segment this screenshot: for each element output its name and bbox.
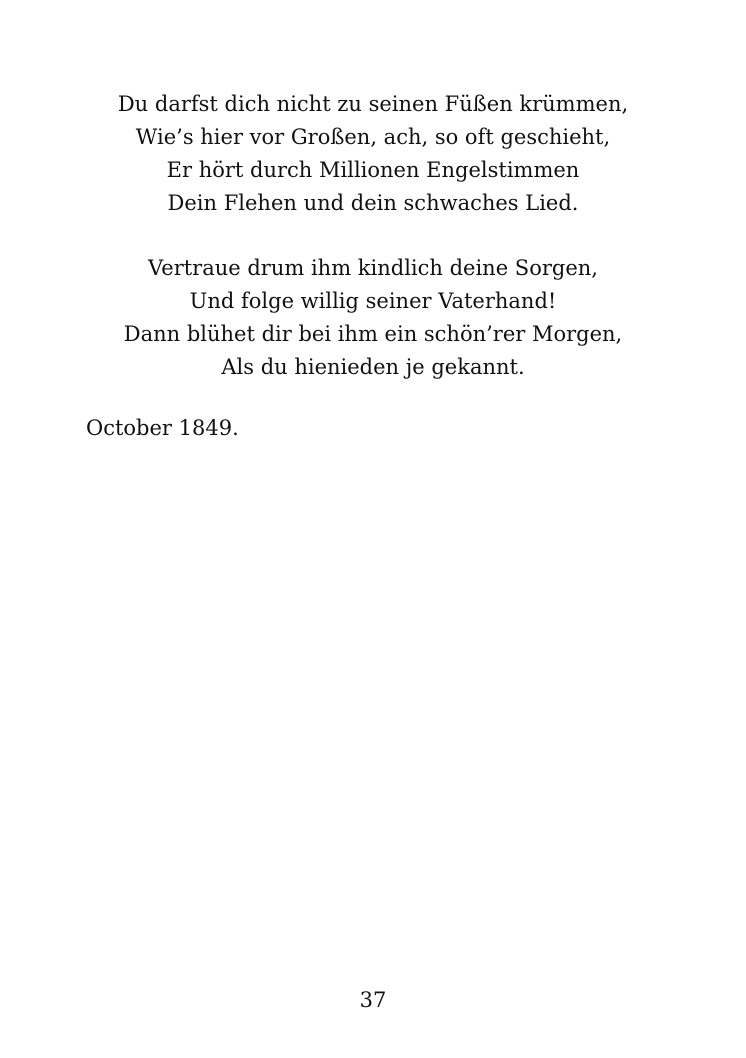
poem-stanza-2 [0, 252, 746, 384]
poem-line: Dann blühet dir bei ihm ein schön’rer Morgen, [123, 322, 623, 346]
poem-line: Du darfst dich nicht zu seinen Füßen krümmen, [117, 92, 629, 116]
poem-line: Vertraue drum ihm kindlich deine Sorgen, [148, 256, 598, 280]
page-number: 37 [359, 988, 387, 1012]
poem-line: Dein Flehen und dein schwaches Lied. [167, 191, 579, 215]
poem-line: Und folge willig seiner Vaterhand! [189, 289, 557, 313]
poem-stanza-1 [0, 88, 746, 220]
poem-date: October 1849. [86, 416, 239, 440]
poem-line: Er hört durch Millionen Engelstimmen [166, 158, 580, 182]
poem-line: Wie’s hier vor Großen, ach, so oft geschieht, [135, 125, 611, 149]
poem-line: Als du hienieden je gekannt. [221, 355, 525, 379]
